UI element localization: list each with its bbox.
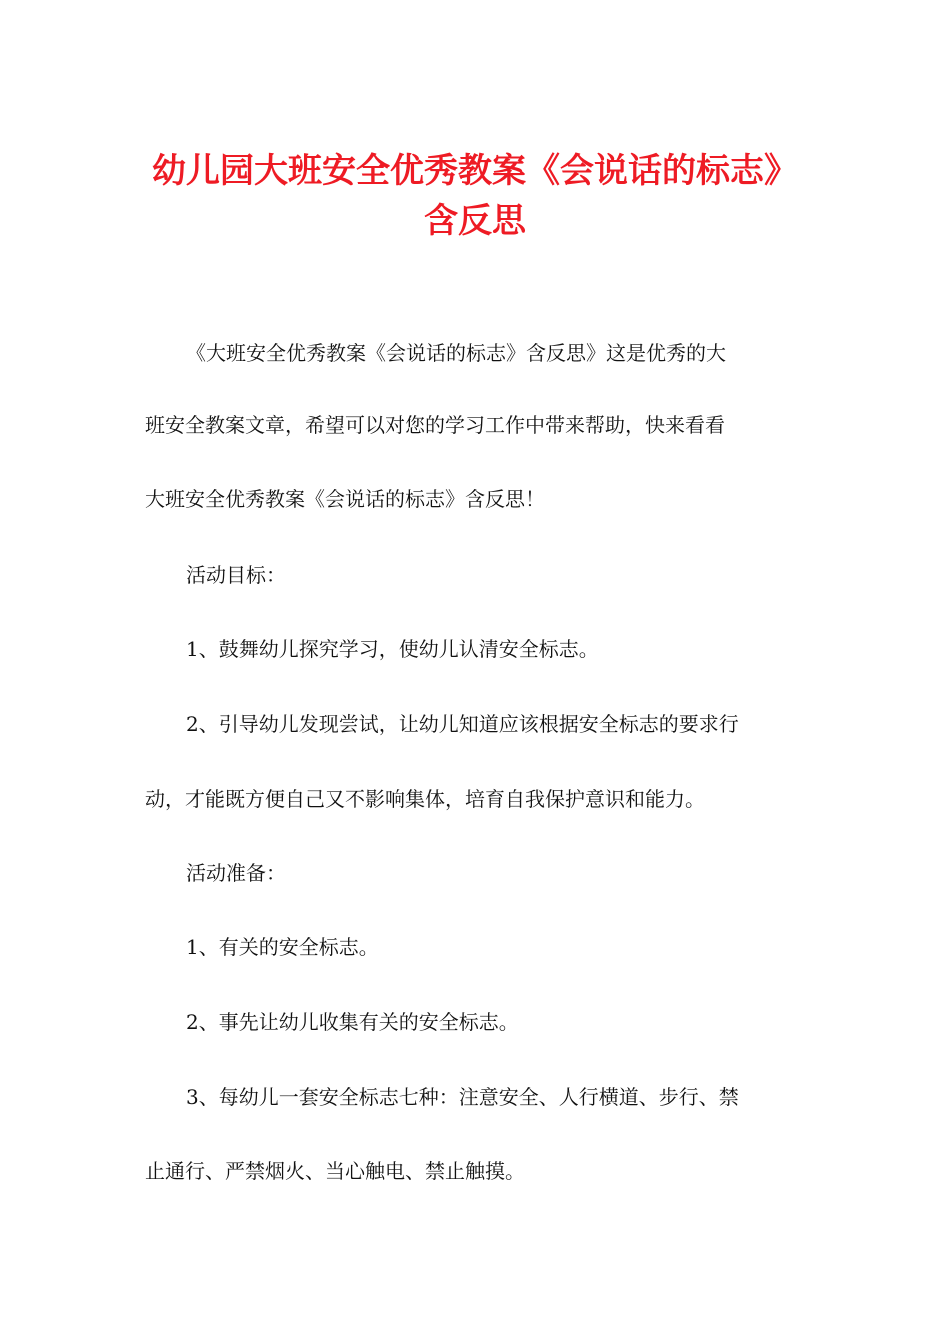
- document-title-line-2: 含反思: [424, 201, 526, 241]
- section-heading-preparation: 活动准备：: [186, 861, 286, 885]
- prep-item-3-line-1: 3、每幼儿一套安全标志七种：注意安全、人行横道、步行、禁: [186, 1085, 739, 1109]
- prep-item-2: 2、事先让幼儿收集有关的安全标志。: [186, 1010, 519, 1034]
- section-heading-goals: 活动目标：: [186, 563, 286, 587]
- prep-item-3-line-2: 止通行、严禁烟火、当心触电、禁止触摸。: [145, 1159, 525, 1183]
- intro-paragraph-line-3: 大班安全优秀教案《会说话的标志》含反思！: [145, 487, 545, 511]
- goal-item-2-line-1: 2、引导幼儿发现尝试，让幼儿知道应该根据安全标志的要求行: [186, 712, 739, 736]
- prep-item-1: 1、有关的安全标志。: [186, 935, 379, 959]
- goal-item-1: 1、鼓舞幼儿探究学习，使幼儿认清安全标志。: [186, 637, 599, 661]
- intro-paragraph-line-2: 班安全教案文章，希望可以对您的学习工作中带来帮助，快来看看: [145, 413, 725, 437]
- intro-paragraph-line-1: 《大班安全优秀教案《会说话的标志》含反思》这是优秀的大: [186, 341, 726, 365]
- goal-item-2-line-2: 动，才能既方便自己又不影响集体，培育自我保护意识和能力。: [145, 787, 705, 811]
- document-title-line-1: 幼儿园大班安全优秀教案《会说话的标志》: [152, 151, 798, 191]
